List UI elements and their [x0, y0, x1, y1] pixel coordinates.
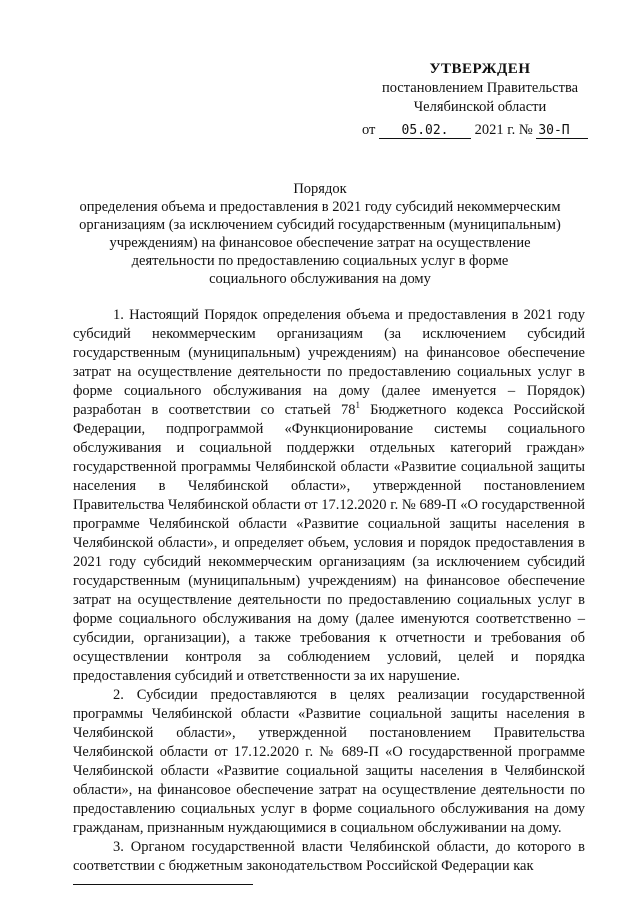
approval-year: 2021 г. №	[474, 122, 533, 138]
paragraph-1-text-b: Бюджетного кодекса Российской Федерации, подпрограммой «Функционирование системы социального обслуживания и социальной поддержки отдельных категорий граждан» государственной программы Челябинской области «Развитие социальной защиты населения в Челябинской области», утвержденной постановлением Правительства Челябинской области от 17.12.2020 г. № 689-П «О государственной программе Челябинской области «Развитие социальной защиты населения в Челябинской области», и определяет объем, условия и порядок предоставления в 2021 году субсидий некоммерческим организациям (за исключением субсидий государственным (муниципальным) учреждениям) на финансовое обеспечение затрат на осуществление деятельности по предоставлению социальных услуг в форме социального обслуживания на дому (далее именуются соответственно – субсидии, организации), а также требования к отчетности и требования об осуществлении контроля за соблюдением условий, целей и порядка предоставления субсидий и ответственности за их нарушение.	[73, 402, 585, 684]
approval-block	[360, 60, 600, 140]
approval-from-prefix: от	[362, 122, 376, 138]
title-line: социального обслуживания на дому	[209, 271, 431, 287]
approval-line-2: Челябинской области	[413, 99, 547, 115]
title-line: организациям (за исключением субсидий государственным (муниципальным)	[79, 217, 561, 233]
paragraph-3: 3. Органом государственной власти Челябинской области, до которого в соответствии с бюджетным законодательством Российской Федерации как	[73, 839, 585, 874]
title-line: учреждениям) на финансовое обеспечение затрат на осуществление	[109, 235, 531, 251]
approval-number: 30-П	[536, 123, 588, 139]
paragraph-1	[73, 306, 585, 686]
paragraph-1-superscript: 1	[355, 400, 360, 411]
approval-date: 05.02.	[379, 123, 471, 139]
approval-line-1: постановлением Правительства	[381, 80, 579, 96]
document-title	[60, 180, 580, 288]
approval-stamp: УТВЕРЖДЕН	[429, 61, 531, 77]
paragraph-2: 2. Субсидии предоставляются в целях реализации государственной программы Челябинской области «Развитие социальной защиты населения в Челябинской области», утвержденной постановлением Правительства Челябинской области от 17.12.2020 г. № 689-П «О государственной программе Челябинской области «Развитие социальной защиты населения в Челябинской области», на финансовое обеспечение затрат на осуществление деятельности по предоставлению социальных услуг в форме социального обслуживания на дому гражданам, признанным нуждающимися в социальном обслуживании на дому.	[73, 687, 585, 836]
title-line: определения объема и предоставления в 2021 году субсидий некоммерческим	[79, 199, 561, 215]
paragraph-1-text-a: 1. Настоящий Порядок определения объема и предоставления в 2021 году субсидий некоммерческим организациям (за исключением субсидий государственным (муниципальным) учреждениям) на финансовое обеспечение затрат на осуществление деятельности по предоставлению социальных услуг в форме социального обслуживания на дому (далее именуется – Порядок) разработан в соответствии со статьей 78	[73, 307, 585, 418]
footnote-separator	[73, 884, 253, 885]
title-line: деятельности по предоставлению социальных услуг в форме	[131, 253, 509, 269]
title-heading: Порядок	[293, 181, 347, 197]
approval-date-line	[360, 121, 600, 140]
document-body	[73, 306, 585, 876]
